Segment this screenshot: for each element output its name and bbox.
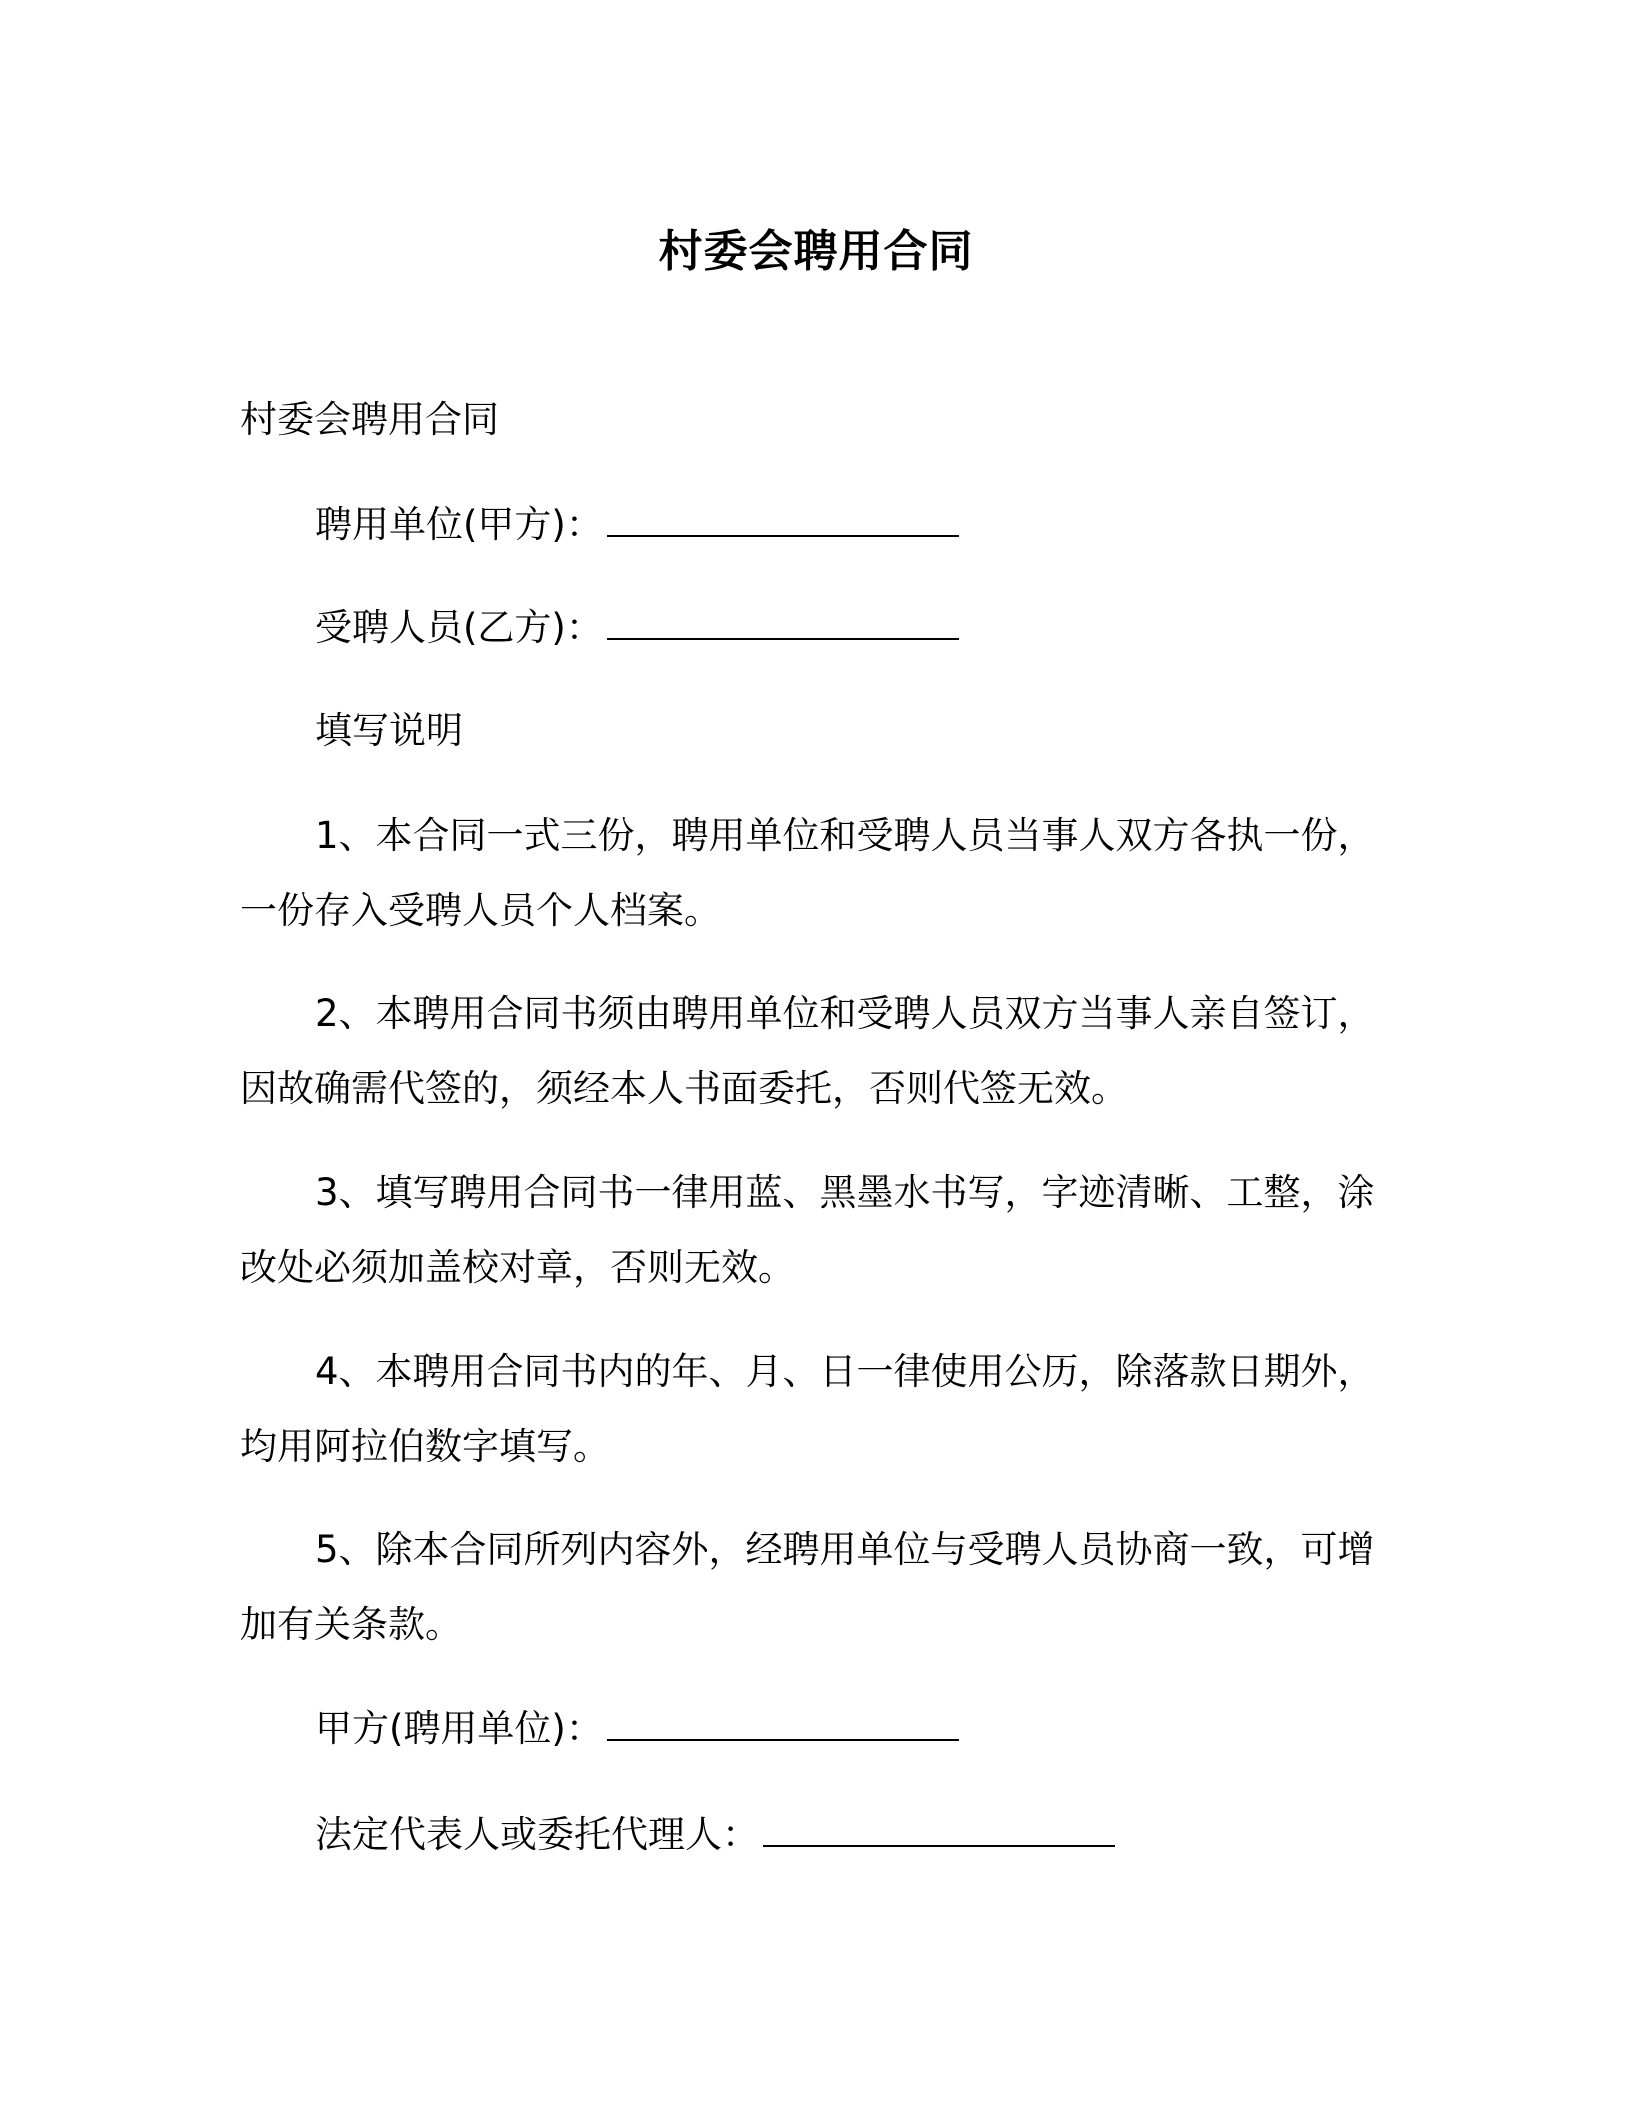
instruction-item-3-line-2: 改处必须加盖校对章，否则无效。 [240, 1246, 795, 1289]
party-b-field [315, 603, 959, 653]
representative-field [315, 1810, 1115, 1860]
party-a-field [315, 500, 959, 550]
instruction-item-3-line-1: 3、填写聘用合同书一律用蓝、黑墨水书写，字迹清晰、工整，涂 [315, 1171, 1375, 1214]
instruction-item-5-line-2: 加有关条款。 [240, 1603, 462, 1646]
signature-party-a-blank-line [607, 1709, 959, 1741]
representative-label: 法定代表人或委托代理人： [315, 1813, 759, 1856]
instructions-heading: 填写说明 [315, 709, 463, 752]
party-a-label: 聘用单位(甲方)： [315, 503, 603, 546]
party-b-blank-line [607, 608, 959, 640]
instruction-item-4-line-1: 4、本聘用合同书内的年、月、日一律使用公历，除落款日期外， [315, 1350, 1375, 1393]
instruction-item-2-line-1: 2、本聘用合同书须由聘用单位和受聘人员双方当事人亲自签订， [315, 992, 1375, 1035]
document-title: 村委会聘用合同 [658, 226, 974, 277]
instruction-item-1-line-1: 1、本合同一式三份，聘用单位和受聘人员当事人双方各执一份， [315, 814, 1375, 857]
party-b-label: 受聘人员(乙方)： [315, 606, 603, 649]
representative-blank-line [763, 1815, 1115, 1847]
signature-party-a-field [315, 1704, 959, 1754]
instruction-item-1-line-2: 一份存入受聘人员个人档案。 [240, 889, 721, 932]
party-a-blank-line [607, 505, 959, 537]
instruction-item-4-line-2: 均用阿拉伯数字填写。 [240, 1425, 610, 1468]
signature-party-a-label: 甲方(聘用单位)： [315, 1707, 603, 1750]
document-subtitle: 村委会聘用合同 [240, 398, 499, 441]
instruction-item-2-line-2: 因故确需代签的，须经本人书面委托，否则代签无效。 [240, 1067, 1128, 1110]
instruction-item-5-line-1: 5、除本合同所列内容外，经聘用单位与受聘人员协商一致，可增 [315, 1528, 1375, 1571]
